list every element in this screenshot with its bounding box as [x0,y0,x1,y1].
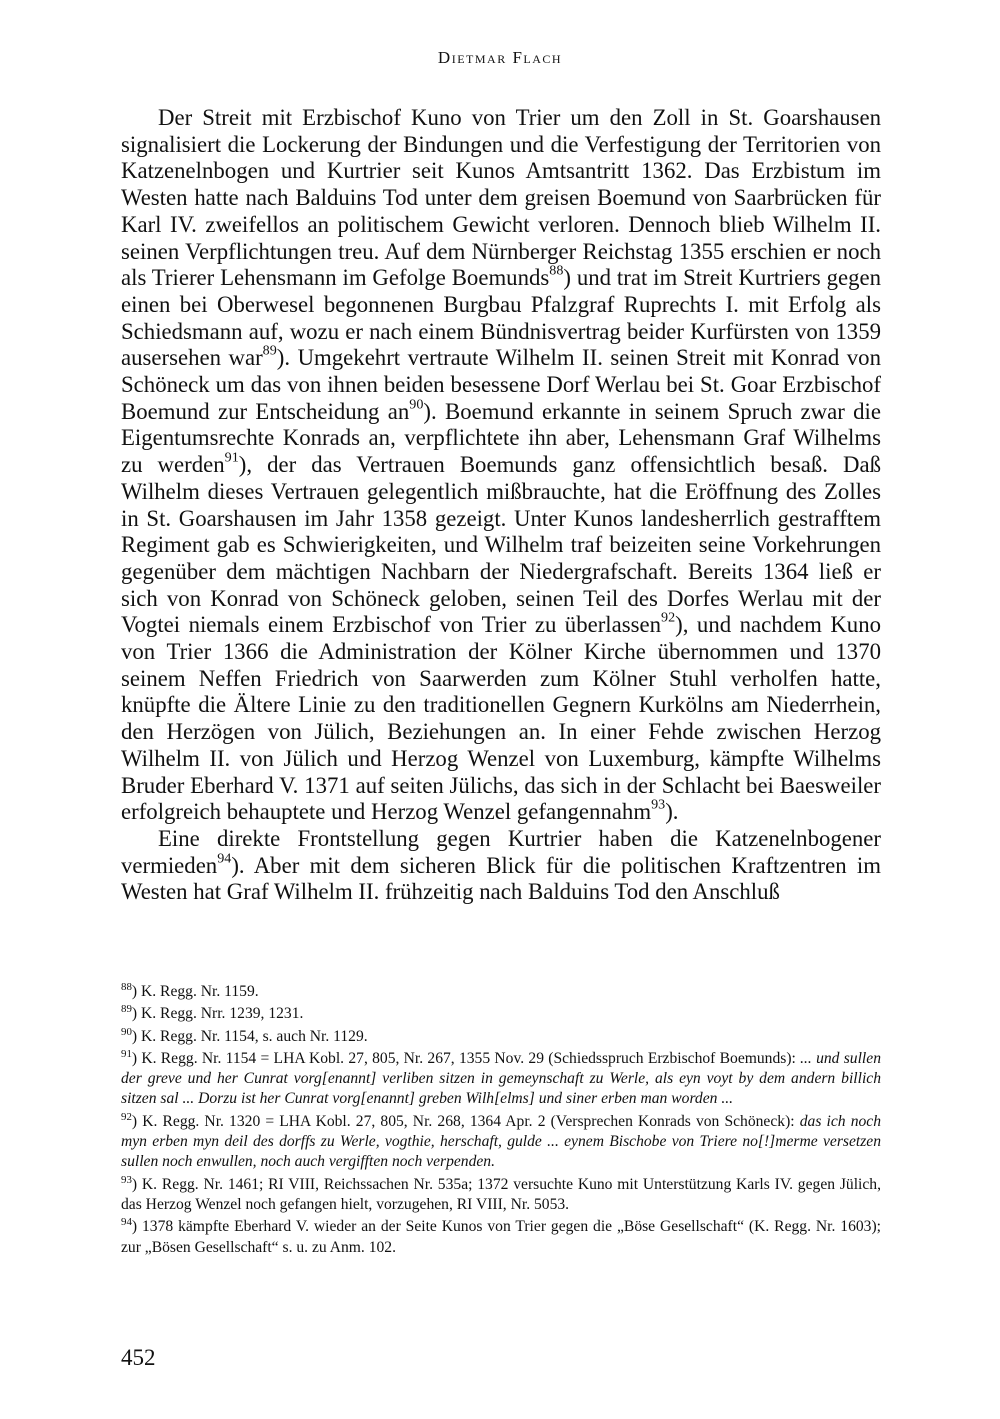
footnote-number: 89 [121,1003,132,1016]
footnote [121,1027,881,1047]
footnote-number: 93 [121,1173,132,1186]
footnote-ref[interactable]: 93 [651,796,666,813]
text-run: ). [665,799,679,825]
footnote [121,982,881,1002]
body-paragraph [121,105,881,826]
text-run: Der Streit mit Erzbischof Kuno von Trier um den Zoll in St. Goarshausen signalisiert die Lockerung der Bindungen und die Verfestigung der Territorien von Katzenelnbogen und Kurtrier seit Kunos Amtsantritt 1362. Das Erzbistum im Westen hatte nach Balduins Tod unter dem greisen Boemund von Saarbrücken für Karl IV. zweifellos an politischem Gewicht verloren. Dennoch blieb Wilhelm II. seinen Verpflichtungen treu. Auf dem Nürnberger Reichstag 1355 erschien er noch als Trierer Lehensmann im Gefolge Boemunds [121,105,881,291]
footnote [121,1175,881,1216]
footnote-ref[interactable]: 92 [661,609,676,626]
footnote-quote: das ich noch myn erben myn deil des dorffs zu Werle, vogthie, herschaft, gulde ... eynem Bischobe von Triere no[!]merme versetzen sullen noch enwullen, noch auch vergifften noch verpenden. [121,1112,882,1171]
footnote-number: 94 [121,1216,132,1229]
footnote-text: ) K. Regg. Nr. 1154, s. auch Nr. 1129. [131,1027,368,1045]
footnote-text: ) K. Regg. Nr. 1461; RI VIII, Reichssachen Nr. 535a; 1372 versuchte Kuno mit Unterstützung Karls IV. gegen Jülich, das Herzog Wenzel noch gefangen hielt, vorzugehen, RI VIII, Nr. 5053. [121,1175,881,1213]
text-run: ) und trat im Streit Kurtriers gegen einen bei Oberwesel begonnenen Burgbau Pfalzgraf Ruprechts I. mit Erfolg als Schiedsmann auf, wozu er nach einem Bündnisvertrag beider Kurfürsten von 1359 ausersehen war [121,265,881,371]
footnote-number: 88 [121,981,132,993]
footnote [121,1049,881,1110]
running-head: Dietmar Flach [437,48,563,67]
text-run: ). Boemund erkannte in seinem Spruch zwar die Eigentumsrechte Konrads an, verpflichtete ihn aber, Lehensmann Graf Wilhelms zu werden [121,398,882,478]
footnote-text: ) K. Regg. Nr. 1154 = LHA Kobl. 27, 805, Nr. 267, 1355 Nov. 29 (Schiedsspruch Erzbischof Boemunds): [131,1049,801,1067]
footnote-ref[interactable]: 90 [409,396,424,413]
footnote-number: 90 [121,1025,132,1038]
footnote-ref[interactable]: 91 [224,449,239,466]
footnote-ref[interactable]: 89 [262,342,277,359]
main-text [121,105,881,906]
page-number: 452 [121,1345,156,1370]
footnotes [121,982,881,1260]
footnote-number: 91 [121,1047,132,1060]
footnote [121,1004,881,1024]
footnote-quote: ... und sullen der greve und her Cunrat vorg[enannt] verliben sitzen in gemeynschaft zu Werle, als eyn voyt by dem andern billich sitzen sal ... Dorzu ist her Cunrat vorg[enannt] greben Wilh[elms] und siner erben man worden ... [121,1049,881,1108]
text-run: ). Umgekehrt vertraute Wilhelm II. seinen Streit mit Konrad von Schöneck um das von ihnen beiden besessene Dorf Werlau bei St. Goar Erzbischof Boemund zur Entscheidung an [121,345,881,424]
footnote-text: ) K. Regg. Nr. 1320 = LHA Kobl. 27, 805, Nr. 268, 1364 Apr. 2 (Versprechen Konrads von Schöneck): [131,1112,800,1130]
footnote-text: ) K. Regg. Nr. 1159. [131,983,259,1000]
body-paragraph [121,826,881,906]
footnote [121,1217,881,1258]
text-run: ), und nachdem Kuno von Trier 1366 die Administration der Kölner Kirche übernommen und 1370 seinem Neffen Friedrich von Saarwerden zum Kölner Stuhl verholfen hatte, knüpfte die Ältere Linie zu den traditionellen Gegnern Kurkölns am Niederrhein, den Herzögen von Jülich, Beziehungen an. In einer Fehde zwischen Herzog Wilhelm II. von Jülich und Herzog Wenzel von Luxemburg, kämpfte Wilhelms Bruder Eberhard V. 1371 auf seiten Jülichs, das sich in der Schlacht bei Baesweiler erfolgreich behauptete und Herzog Wenzel gefangennahm [121,612,881,825]
text-run: ), der das Vertrauen Boemunds ganz offensichtlich besaß. Daß Wilhelm dieses Vertrauen gelegentlich mißbrauchte, hat die Eröffnung des Zolles in St. Goarshausen im Jahr 1358 gezeigt. Unter Kunos landesherrlich gestrafftem Regiment gab es Schwierigkeiten, und Wilhelm traf beizeiten seine Vorkehrungen gegenüber dem mächtigen Nachbarn der Niedergrafschaft. Bereits 1364 ließ er sich von Konrad von Schöneck geloben, seinen Teil des Dorfes Werlau mit der Vogtei niemals einem Erzbischof von Trier zu überlassen [121,452,882,638]
footnote-text: ) 1378 kämpfte Eberhard V. wieder an der Seite Kunos von Trier gegen die „Böse Gesellschaft“ (K. Regg. Nr. 1603); zur „Bösen Gesellschaft“ s. u. zu Anm. 102. [121,1218,881,1256]
footnote-ref[interactable]: 88 [549,262,564,279]
text-run: ). Aber mit dem sicheren Blick für die politischen Kraftzentren im Westen hat Graf Wilhelm II. frühzeitig nach Balduins Tod den Anschluß [121,852,881,905]
footnote-ref[interactable]: 94 [217,850,232,867]
text-run: Eine direkte Frontstellung gegen Kurtrier haben die Katzenelnbogener vermieden [121,825,881,878]
footnote [121,1112,881,1173]
footnote-number: 92 [121,1110,132,1123]
footnote-text: ) K. Regg. Nrr. 1239, 1231. [131,1005,304,1023]
